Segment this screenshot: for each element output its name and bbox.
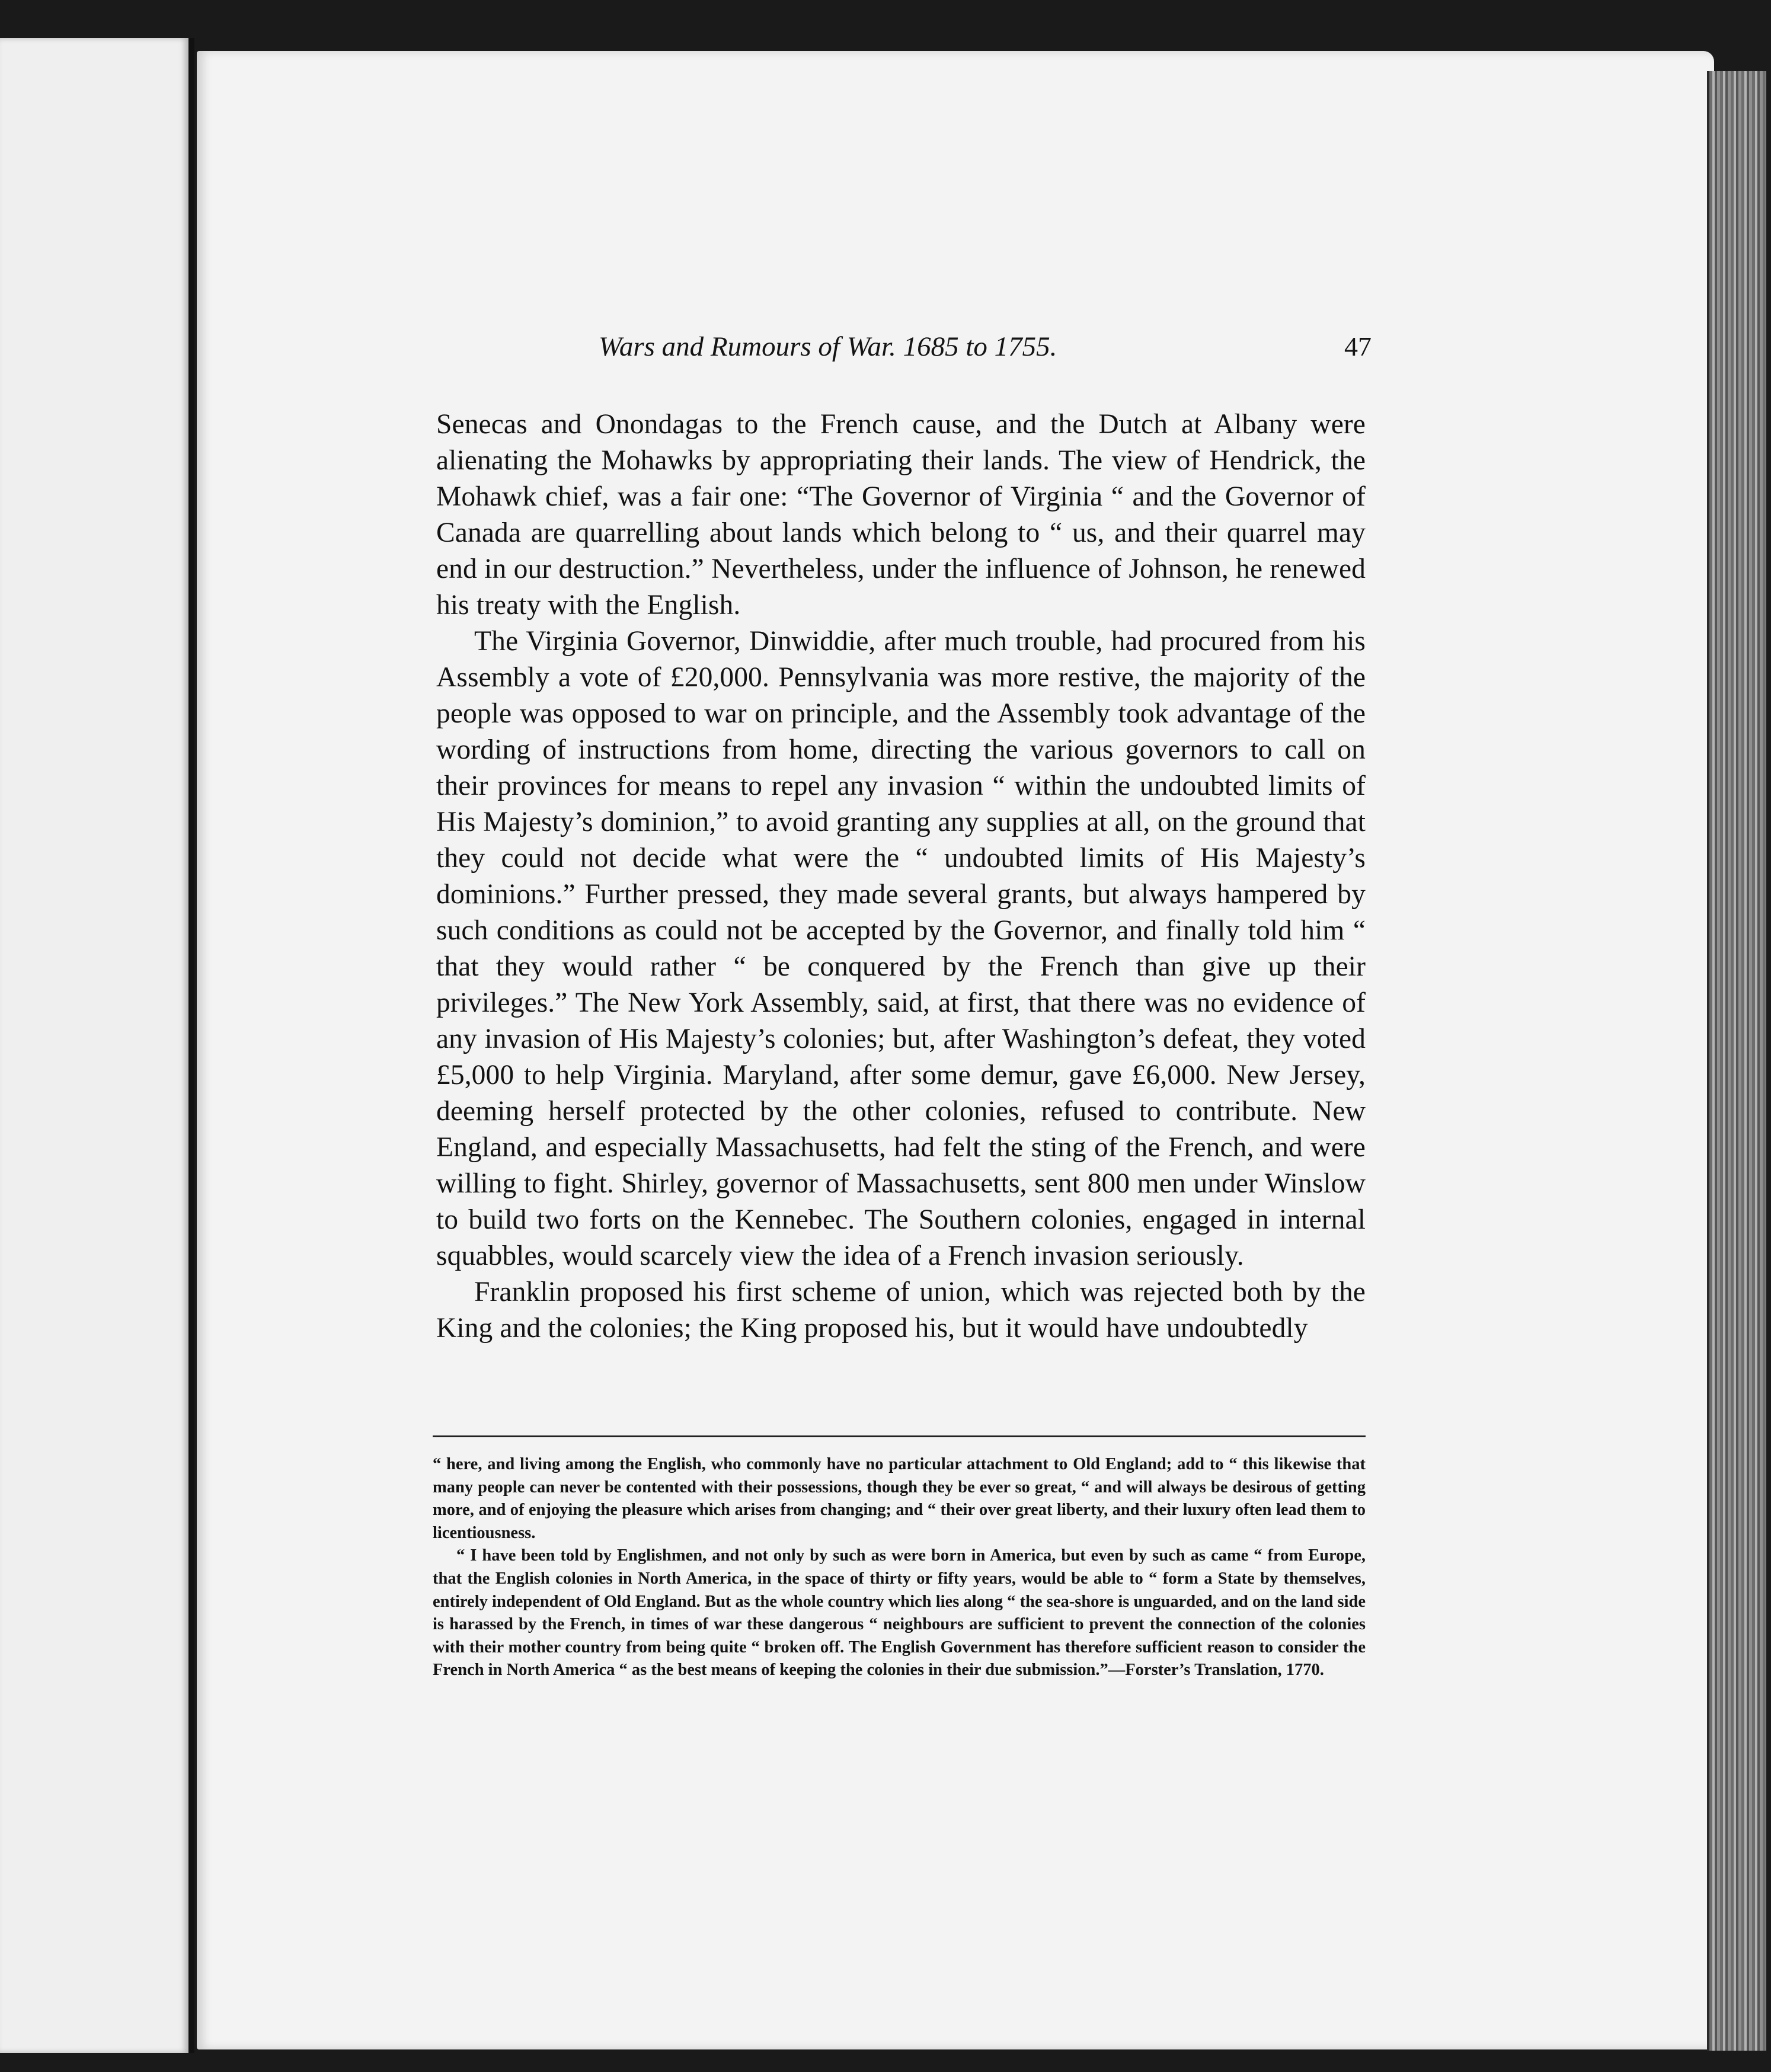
footnote: “ I have been told by Englishmen, and not only by such as were born in America, but even by such as came “ from Europe, that the English colonies in North America, in the space of thirty or fifty years, would be able to “ form a State by themselves, entirely independent of Old England. But as the whole country which lies along “ the sea-shore is unguarded, and on the land side is harassed by the French, in times of war these dangerous “ neighbours are sufficient to prevent the connection of the colonies with their mother country from being quite “ broken off. The English Government has therefore sufficient reason to consider the French in North America “ as the best means of keeping the colonies in their due submission.”—Forster’s Translation, 1770. bbox=[433, 1546, 1366, 1680]
body-paragraph: Franklin proposed his first scheme of union, which was rejected both by the King and the colonies; the King proposed his, but it would have undoubtedly bbox=[436, 1277, 1366, 1344]
body-paragraph: The Virginia Governor, Dinwiddie, after much trouble, had procured from his Assembly a vote of £20,000. Pennsylvania was more restive, the majority of the people was opposed to war on principle, and the Assembly took advantage of the wording of instructions from home, directing the various governors to call on their provinces for means to repel any invasion “ within the undoubted limits of His Majesty’s dominion,” to avoid granting any supplies at all, on the ground that they could not decide what were the “ undoubted limits of His Majesty’s dominions.” Further pressed, they made several grants, but always hampered by such conditions as could not be accepted by the Governor, and finally told him “ that they would rather “ be conquered by the French than give up their privileges.” The New York Assembly, said, at first, that there was no evidence of any invasion of His Majesty’s colonies; but, after Washington’s defeat, they voted £5,000 to help Virginia. Maryland, after some demur, gave £6,000. New Jersey, deeming herself protected by the other colonies, refused to contribute. New England, and especially Massachusetts, had felt the sting of the French, and were willing to fight. Shirley, governor of Massachusetts, sent 800 men under Winslow to build two forts on the Kennebec. The Southern colonies, engaged in internal squabbles, would scarcely view the idea of a French invasion seriously. bbox=[436, 626, 1366, 1271]
previous-page-edge bbox=[0, 38, 194, 2053]
body-paragraph: Senecas and Onondagas to the French cause, and the Dutch at Albany were alienating the Mohawks by appropriating their lands. The view of Hendrick, the Mohawk chief, was a fair one: “The Governor of Virginia “ and the Governor of Canada are quarrelling about lands which belong to “ us, and their quarrel may end in our destruction.” Nevertheless, under the influence of Johnson, he renewed his treaty with the English. bbox=[436, 409, 1366, 621]
book-page-edges bbox=[1707, 71, 1766, 2051]
body-text bbox=[436, 407, 1366, 1347]
footnote-rule bbox=[433, 1435, 1366, 1437]
footnotes bbox=[433, 1453, 1366, 1682]
running-head bbox=[599, 331, 1372, 363]
running-head-title: Wars and Rumours of War. 1685 to 1755. bbox=[599, 331, 1057, 362]
page-number: 47 bbox=[1344, 331, 1372, 362]
footnote: “ here, and living among the English, who commonly have no particular attachment to Old England; add to “ this likewise that many people can never be contented with their possessions, though they be ever so great, “ and will always be desirous of getting more, and of enjoying the pleasure which arises from changing; and “ their over great liberty, and their luxury often lead them to licentiousness. bbox=[433, 1455, 1366, 1542]
